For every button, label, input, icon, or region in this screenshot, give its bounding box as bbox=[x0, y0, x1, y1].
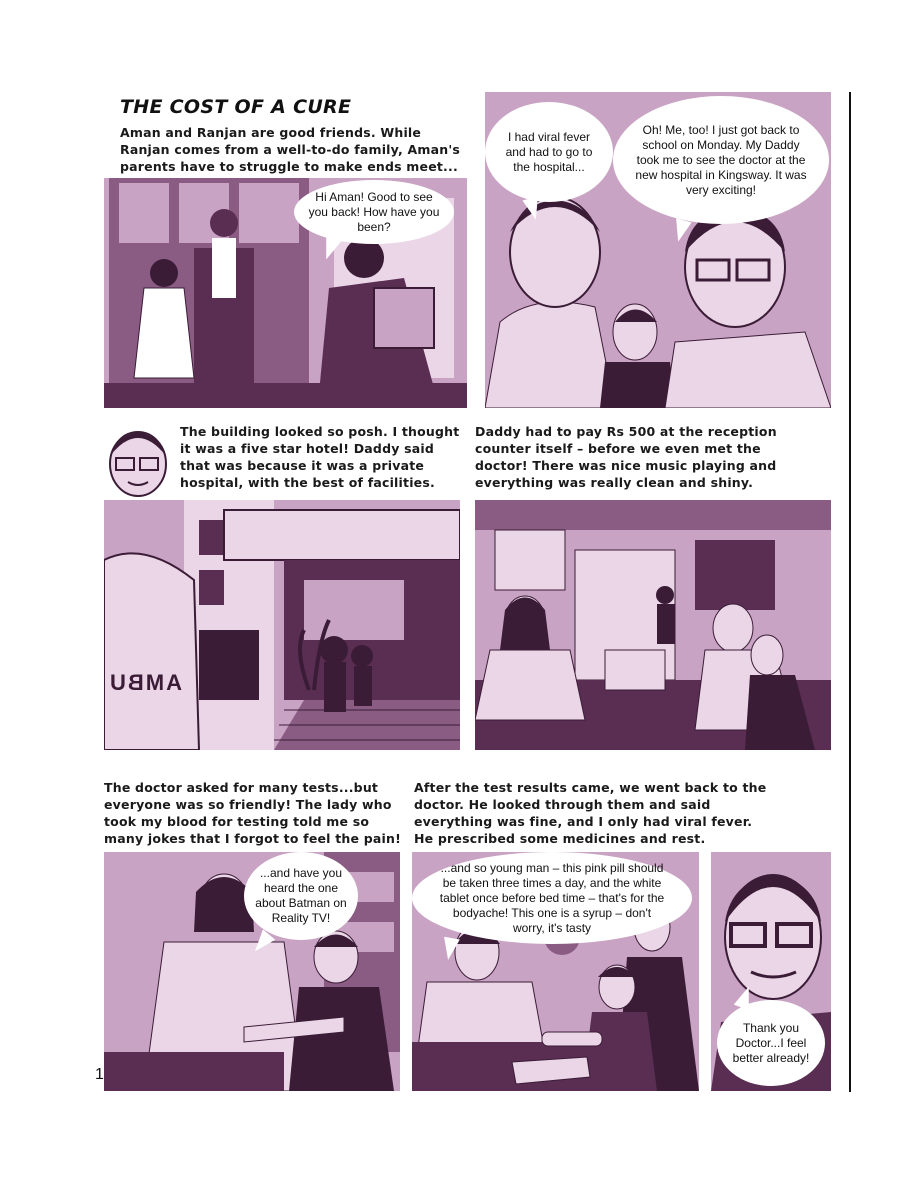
page-margin-rule bbox=[849, 92, 851, 1092]
page-title: THE COST OF A CURE bbox=[120, 96, 352, 118]
speech-bubble-nurse-joke bbox=[244, 852, 358, 940]
speech-bubble-ranjan-greeting bbox=[294, 180, 454, 244]
ambulance-label: AMBU bbox=[108, 670, 182, 695]
speech-bubble-ranjan-thanks bbox=[717, 1000, 825, 1086]
page-number: 1 bbox=[95, 1066, 104, 1083]
speech-bubble-aman-fever bbox=[485, 102, 613, 202]
caption-tests: The doctor asked for many tests...but everyone was so friendly! The lady who took my blood for testing told me so many jokes that I forgot to feel the pain! bbox=[104, 780, 401, 846]
caption-building: The building looked so posh. I thought it was a five star hotel! Daddy said that was because it was a private hospital, with the best of facilities. bbox=[180, 424, 460, 490]
panel-bus-scene bbox=[104, 178, 467, 408]
bubble-text: Oh! Me, too! I just got back to school on Monday. My Daddy took me to see the doctor at the new hospital in Kingsway. It was very exciting! bbox=[635, 122, 807, 197]
panel-doctor-prescription bbox=[412, 852, 699, 1091]
panel-two-boys bbox=[485, 92, 831, 408]
ranjan-head-icon bbox=[104, 422, 172, 500]
caption-reception: Daddy had to pay Rs 500 at the reception counter itself – before we even met the doctor! There was nice music playing and everything was really clean and shiny. bbox=[475, 424, 777, 490]
speech-bubble-ranjan-hospital bbox=[613, 96, 829, 224]
panel-reception bbox=[475, 500, 831, 750]
hospital-building-illustration bbox=[104, 500, 460, 750]
panel-blood-test bbox=[104, 852, 400, 1091]
bubble-text: Thank you Doctor...I feel better already! bbox=[732, 1020, 810, 1065]
speech-bubble-doctor-prescription bbox=[412, 852, 692, 944]
bubble-text: ...and have you heard the one about Batman on Reality TV! bbox=[255, 866, 347, 925]
intro-caption: Aman and Ranjan are good friends. While Ranjan comes from a well-to-do family, Aman's parents have to struggle to make ends meet... bbox=[120, 125, 461, 174]
reception-illustration bbox=[475, 500, 831, 750]
bubble-text: Hi Aman! Good to see you back! How have you been? bbox=[308, 189, 440, 234]
caption-results: After the test results came, we went back to the doctor. He looked through them and said everything was fine, and I only had viral fever. He prescribed some medicines and rest. bbox=[414, 780, 767, 846]
bubble-text: ...and so young man – this pink pill should be taken three times a day, and the white tablet once before bed time – that's for the bodyache! This one is a syrup – don't worry, it's tasty bbox=[439, 860, 665, 935]
panel-thank-you bbox=[711, 852, 831, 1091]
bubble-text: I had viral fever and had to go to the hospital... bbox=[505, 129, 593, 174]
panel-hospital-building bbox=[104, 500, 460, 750]
